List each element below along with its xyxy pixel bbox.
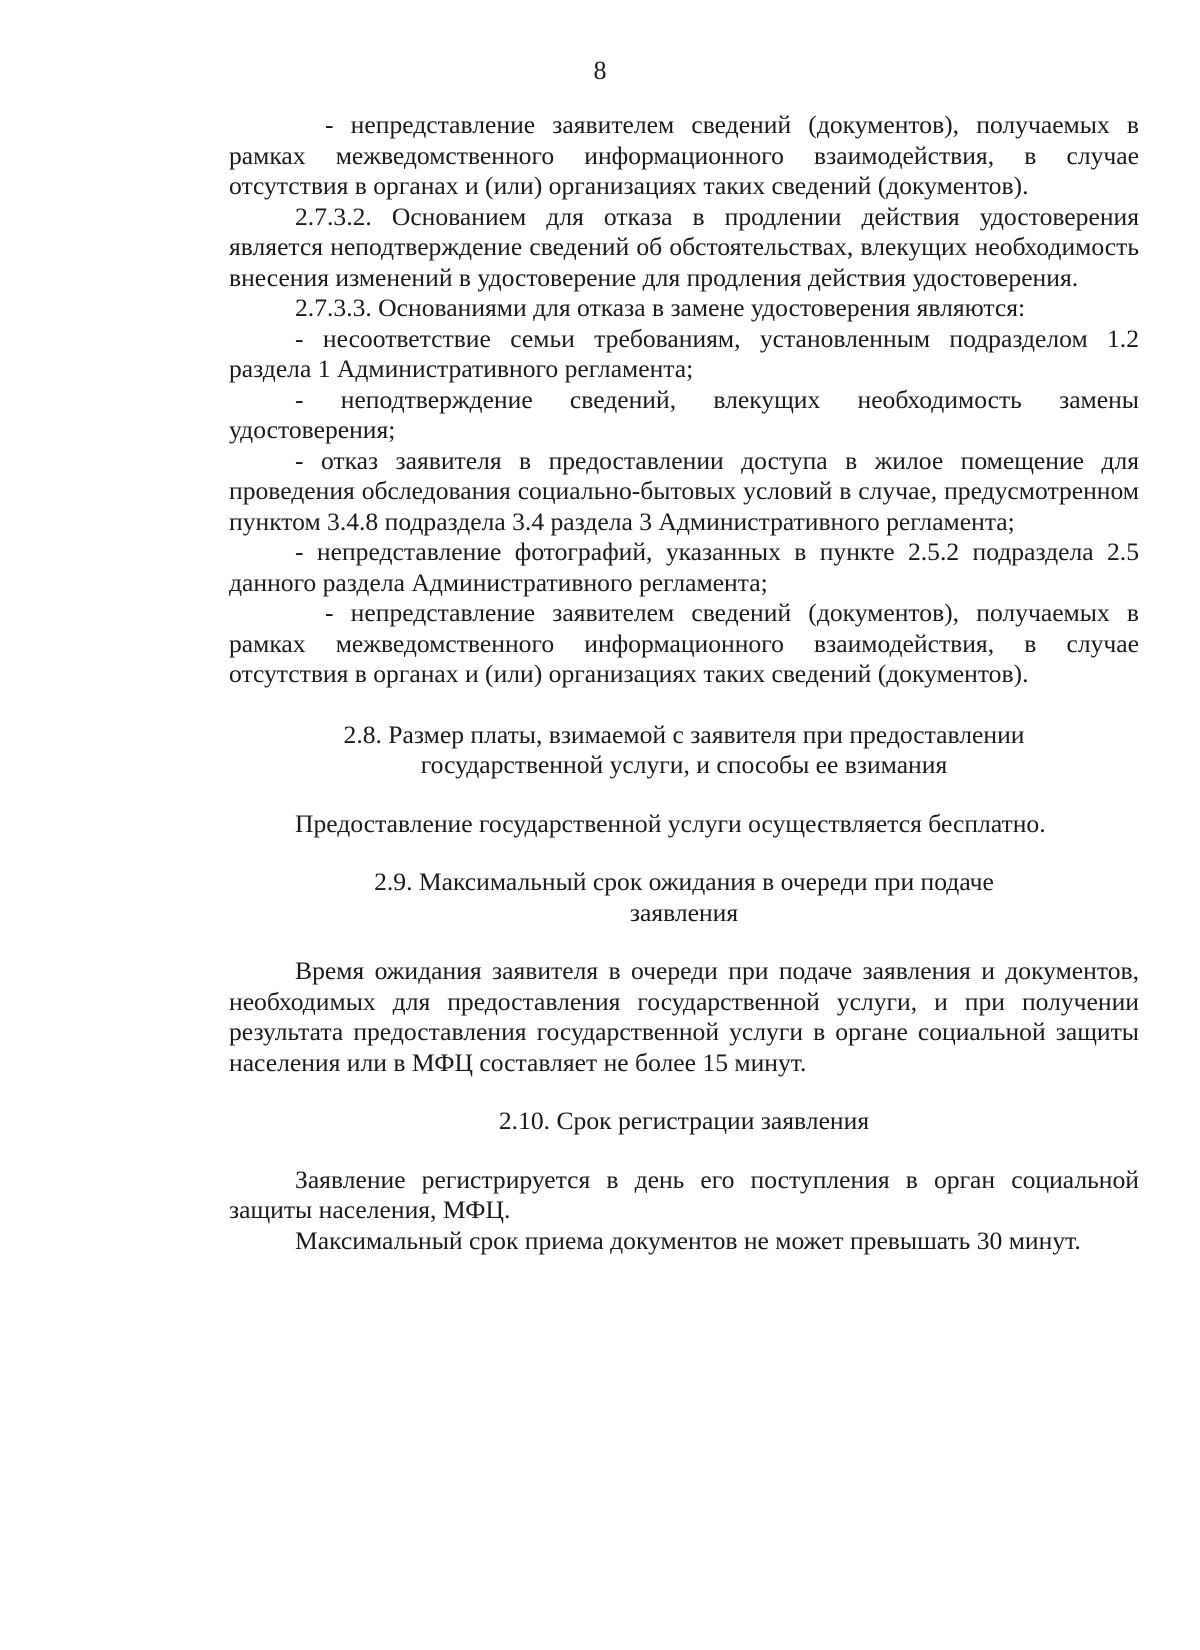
paragraph-2-8-body: Предоставление государственной услуги осуществляется бесплатно.	[295, 808, 1046, 838]
paragraph-2-7-3-2: 2.7.3.2. Основанием для отказа в продлении действия удостоверения является неподтверждение сведений об обстоятельствах, влекущих необходимость внесения изменений в удостоверение для продления действия удостоверения.	[229, 201, 1139, 292]
list-item-unconfirmed-info: - неподтверждение сведений, влекущих необходимость замены удостоверения;	[229, 384, 1139, 444]
paragraph-2-10-max-time: Максимальный срок приема документов не может превышать 30 минут.	[295, 1225, 1081, 1255]
paragraph-2-9-body: Время ожидания заявителя в очереди при подаче заявления и документов, необходимых для предоставления государственной услуги, и при получении результата предоставления государственной услуги в органе социальной защиты населения или в МФЦ составляет не более 15 минут.	[229, 956, 1139, 1077]
heading-2-9-line1: 2.9. Максимальный срок ожидания в очереди при подаче	[374, 867, 994, 896]
paragraph-2-7-3-3: 2.7.3.3. Основаниями для отказа в замене удостоверения являются:	[295, 293, 1026, 322]
list-item-family-mismatch: - несоответствие семьи требованиям, установленным подразделом 1.2 раздела 1 Административного регламента;	[229, 323, 1139, 383]
page-number: 8	[593, 56, 607, 85]
paragraph-2-10-registration: Заявление регистрируется в день его поступления в орган социальной защиты населения, МФЦ.	[229, 1164, 1139, 1224]
list-item-nonsubmission-2: - непредставление заявителем сведений (документов), получаемых в рамках межведомственного информационного взаимодействия, в случае отсутствия в органах и (или) организациях таких сведений (документов).	[229, 598, 1139, 688]
heading-2-8-line1: 2.8. Размер платы, взимаемой с заявителя при предоставлении	[343, 719, 1025, 749]
page-content	[229, 110, 1139, 1256]
heading-2-9-line2: заявления	[629, 897, 739, 927]
heading-2-10: 2.10. Срок регистрации заявления	[498, 1106, 870, 1135]
list-item-access-refusal: - отказ заявителя в предоставлении доступа в жилое помещение для проведения обследования социально-бытовых условий в случае, предусмотренном пунктом 3.4.8 подраздела 3.4 раздела 3 Административного регламента;	[229, 445, 1139, 536]
heading-2-8-line2: государственной услуги, и способы ее взимания	[420, 750, 948, 779]
heading-2-9	[229, 867, 1139, 928]
heading-2-8	[229, 720, 1139, 781]
list-item-no-photos: - непредставление фотографий, указанных в пункте 2.5.2 подраздела 2.5 данного раздела Административного регламента;	[229, 537, 1139, 597]
paragraph-nonsubmission-1: - непредставление заявителем сведений (документов), получаемых в рамках межведомственного информационного взаимодействия, в случае отсутствия в органах и (или) организациях таких сведений (документов).	[229, 110, 1139, 200]
